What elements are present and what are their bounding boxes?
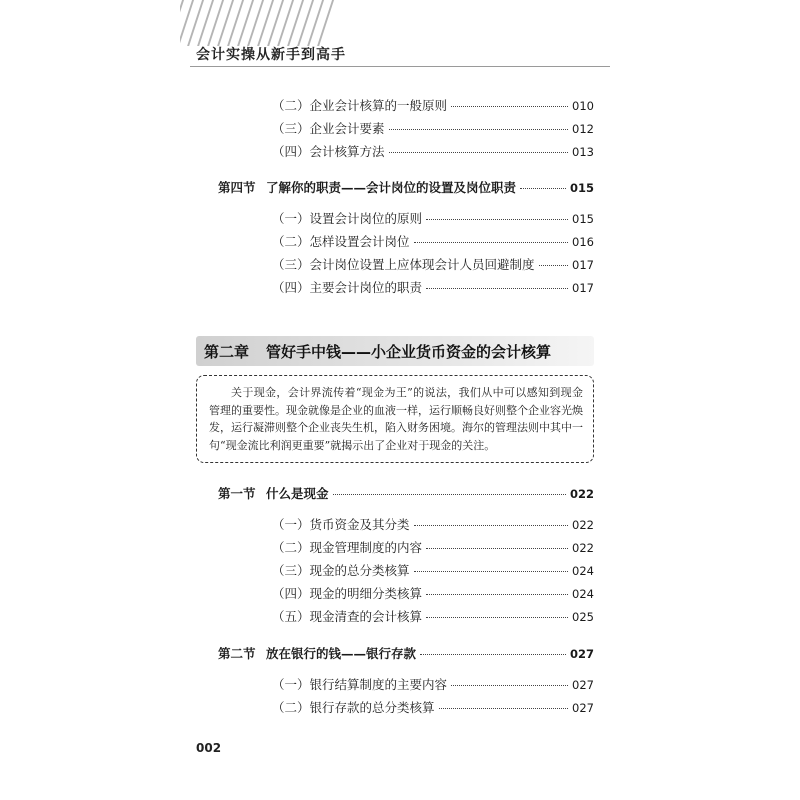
dot-leader	[426, 288, 568, 289]
dot-leader	[420, 654, 566, 655]
toc-entry[interactable]	[272, 700, 594, 718]
entry-title: 设置会计岗位的原则	[309, 211, 423, 226]
entry-number: （二）	[272, 234, 310, 249]
dot-leader	[426, 219, 568, 220]
section-page: 027	[569, 647, 594, 661]
entry-number: （二）	[272, 540, 310, 555]
dot-leader	[451, 685, 568, 686]
chapter-heading[interactable]	[196, 336, 594, 366]
entry-title: 怎样设置会计岗位	[309, 234, 410, 249]
dot-leader	[520, 188, 566, 189]
entry-page: 013	[572, 145, 594, 159]
entry-page: 012	[572, 122, 594, 136]
header-stripes	[180, 0, 340, 46]
section-number: 第一节	[218, 486, 256, 501]
entry-number: （五）	[272, 609, 310, 624]
entry-title: 银行结算制度的主要内容	[309, 677, 448, 692]
toc-section[interactable]	[218, 180, 594, 198]
entry-page: 022	[572, 518, 594, 532]
dot-leader	[539, 265, 569, 266]
section-title: 放在银行的钱——银行存款	[266, 646, 417, 661]
entry-page: 027	[572, 678, 594, 692]
entry-page: 010	[572, 99, 594, 113]
toc-entry[interactable]	[272, 144, 594, 162]
entry-title: 主要会计岗位的职责	[309, 280, 423, 295]
dot-leader	[333, 494, 566, 495]
entry-number: （一）	[272, 677, 310, 692]
entry-page: 025	[572, 610, 594, 624]
entry-page: 017	[572, 258, 594, 272]
header-rule	[190, 66, 610, 67]
toc-entry[interactable]	[272, 517, 594, 535]
entry-title: 现金管理制度的内容	[309, 540, 423, 555]
section-number: 第四节	[218, 180, 256, 195]
toc-entry[interactable]	[272, 280, 594, 298]
entry-number: （四）	[272, 144, 310, 159]
entry-number: （四）	[272, 280, 310, 295]
dot-leader	[414, 571, 569, 572]
toc-entry[interactable]	[272, 98, 594, 116]
toc-entry[interactable]	[272, 234, 594, 252]
page-number: 002	[196, 741, 222, 755]
entry-page: 022	[572, 541, 594, 555]
entry-number: （四）	[272, 586, 310, 601]
toc-entry[interactable]	[272, 586, 594, 604]
entry-title: 现金的明细分类核算	[309, 586, 423, 601]
entry-number: （三）	[272, 121, 310, 136]
toc-entry[interactable]	[272, 121, 594, 139]
dot-leader	[414, 525, 569, 526]
entry-number: （三）	[272, 257, 310, 272]
toc-entry[interactable]	[272, 609, 594, 627]
toc-entry[interactable]	[272, 211, 594, 229]
entry-title: 现金清查的会计核算	[309, 609, 423, 624]
toc-section[interactable]	[218, 646, 594, 664]
entry-title: 货币资金及其分类	[309, 517, 410, 532]
entry-number: （一）	[272, 211, 310, 226]
entry-title: 银行存款的总分类核算	[309, 700, 435, 715]
entry-title: 企业会计要素	[309, 121, 385, 136]
chapter-intro-box: 关于现金，会计界流传着“现金为王”的说法，我们从中可以感知到现金管理的重要性。现金就像是企业的血液一样，运行顺畅良好则整个企业容光焕发，运行凝滞则整个企业丧失生机，陷入财务困境。海尔的管理法则中其中一句“现金流比利润更重要”就揭示出了企业对于现金的关注。	[196, 375, 594, 463]
section-page: 022	[569, 487, 594, 501]
dot-leader	[426, 594, 568, 595]
entry-title: 会计核算方法	[309, 144, 385, 159]
entry-number: （二）	[272, 98, 310, 113]
toc-entry[interactable]	[272, 257, 594, 275]
toc-entry[interactable]	[272, 563, 594, 581]
entry-number: （二）	[272, 700, 310, 715]
entry-title: 现金的总分类核算	[309, 563, 410, 578]
dot-leader	[426, 617, 568, 618]
book-title: 会计实操从新手到高手	[196, 47, 346, 63]
section-page: 015	[569, 181, 594, 195]
entry-title: 企业会计核算的一般原则	[309, 98, 448, 113]
dot-leader	[389, 129, 569, 130]
dot-leader	[439, 708, 569, 709]
chapter-number: 第二章	[204, 342, 250, 361]
entry-page: 024	[572, 587, 594, 601]
entry-page: 024	[572, 564, 594, 578]
dot-leader	[389, 152, 569, 153]
chapter-title: 管好手中钱——小企业货币资金的会计核算	[266, 342, 552, 361]
entry-page: 027	[572, 701, 594, 715]
entry-page: 015	[572, 212, 594, 226]
section-number: 第二节	[218, 646, 256, 661]
entry-page: 016	[572, 235, 594, 249]
section-title: 什么是现金	[266, 486, 329, 501]
toc-entry[interactable]	[272, 540, 594, 558]
toc-section[interactable]	[218, 486, 594, 504]
entry-page: 017	[572, 281, 594, 295]
dot-leader	[426, 548, 568, 549]
toc-entry[interactable]	[272, 677, 594, 695]
entry-title: 会计岗位设置上应体现会计人员回避制度	[309, 257, 535, 272]
section-title: 了解你的职责——会计岗位的设置及岗位职责	[266, 180, 517, 195]
entry-number: （三）	[272, 563, 310, 578]
dot-leader	[414, 242, 569, 243]
dot-leader	[451, 106, 568, 107]
entry-number: （一）	[272, 517, 310, 532]
